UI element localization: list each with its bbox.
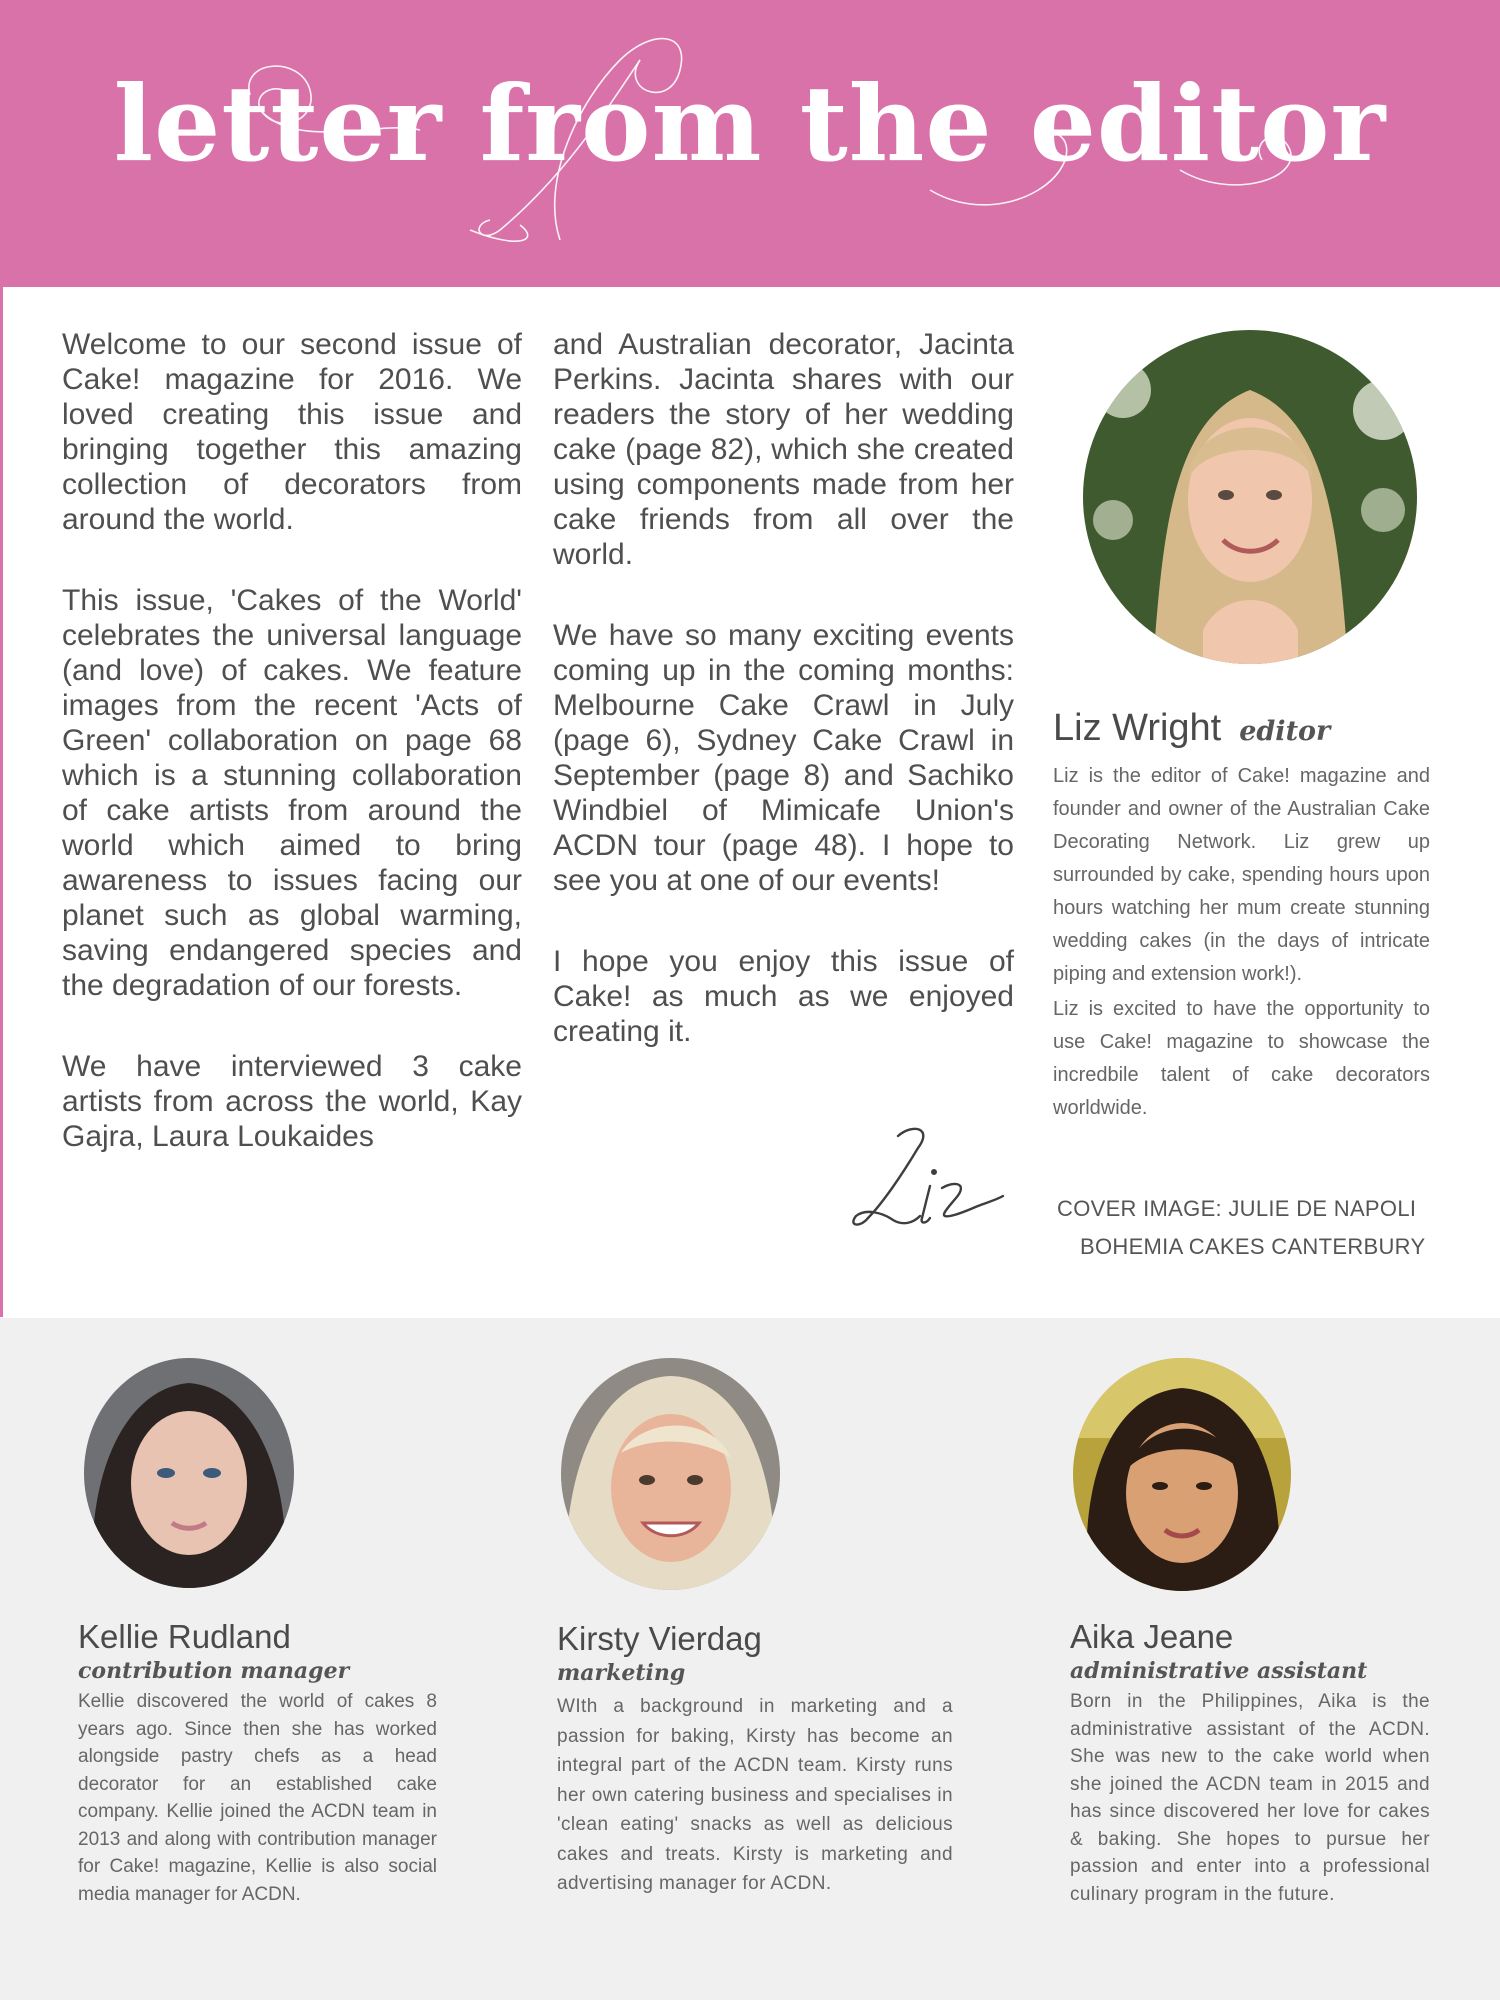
editor-signature bbox=[838, 1118, 1008, 1248]
header-banner bbox=[0, 0, 1500, 287]
cover-credit-line: BOHEMIA CAKES CANTERBURY bbox=[1080, 1234, 1426, 1259]
editor-role: editor bbox=[1239, 716, 1331, 747]
editor-bio-paragraph: Liz is the editor of Cake! magazine and founder and owner of the Australian Cake Decorating Network. Liz grew up surrounded by cake, spending hours upon hours watching her mum create stunning wedding cakes (in the days of intricate piping and extension work!). bbox=[1053, 765, 1430, 985]
member-name: Kellie Rudland bbox=[78, 1618, 291, 1655]
member-role: marketing bbox=[557, 1660, 686, 1686]
member-name: Kirsty Vierdag bbox=[557, 1620, 762, 1657]
member-bio: WIth a background in marketing and a passion for baking, Kirsty has become an integral part of the ACDN team. Kirsty runs her own catering business and specialises in 'clean eating' snacks as well as delicious cakes and treats. Kirsty is marketing and advertising manager for ACDN. bbox=[557, 1696, 953, 1894]
editor-photo bbox=[1083, 330, 1417, 664]
left-accent-rule bbox=[0, 287, 3, 1317]
letter-paragraph: We have so many exciting events coming up in the coming months: Melbourne Cake Crawl in July (page 6), Sydney Cake Crawl in September (page 8) and Sachiko Windbiel of Mimicafe Union's ACDN tour (page 48). I hope to see you at one of our events! bbox=[553, 619, 1014, 897]
letter-column-1 bbox=[62, 327, 522, 1200]
team-section bbox=[0, 1318, 1500, 2000]
member-bio: Born in the Philippines, Aika is the administrative assistant of the ACDN. She was new to the cake world when she joined the ACDN team in 2015 and has since discovered her love for cakes & baking. She hopes to pursue her passion and enter into a professional culinary program in the future. bbox=[1070, 1691, 1430, 1905]
member-role: administrative assistant bbox=[1070, 1658, 1368, 1684]
kirsty-photo bbox=[561, 1358, 780, 1590]
kellie-photo bbox=[84, 1358, 294, 1588]
editor-bio bbox=[1053, 760, 1430, 1127]
team-member-kirsty bbox=[500, 1318, 1000, 2000]
team-member-aika bbox=[1000, 1318, 1500, 2000]
cover-credit-line: COVER IMAGE: JULIE DE NAPOLI bbox=[1057, 1196, 1417, 1221]
member-name: Aika Jeane bbox=[1070, 1618, 1234, 1655]
letter-paragraph: This issue, 'Cakes of the World' celebrates the universal language (and love) of cakes. We feature images from the recent 'Acts of Green' collaboration on page 68 which is a stunning collaboration of cake artists from around the world which aimed to bring awareness to issues facing our planet such as global warming, saving endangered species and the degradation of our forests. bbox=[62, 584, 522, 1002]
letter-paragraph: Welcome to our second issue of Cake! magazine for 2016. We loved creating this issue and bringing together this amazing collection of decorators from around the world. bbox=[62, 328, 522, 536]
letter-paragraph: and Australian decorator, Jacinta Perkins. Jacinta shares with our readers the story of her wedding cake (page 82), which she created using components made from her cake friends from all over the world. bbox=[553, 328, 1014, 571]
editor-bio-paragraph: Liz is excited to have the opportunity to use Cake! magazine to showcase the incredbile talent of cake decorators worldwide. bbox=[1053, 998, 1430, 1119]
page-title: letter from the editor bbox=[113, 62, 1387, 185]
member-role: contribution manager bbox=[78, 1658, 350, 1684]
letter-column-2 bbox=[553, 327, 1014, 1095]
team-member-kellie bbox=[0, 1318, 500, 2000]
letter-paragraph: I hope you enjoy this issue of Cake! as much as we enjoyed creating it. bbox=[553, 945, 1014, 1048]
aika-photo bbox=[1073, 1358, 1291, 1591]
editor-name-text: Liz Wright bbox=[1053, 707, 1222, 749]
editor-name bbox=[1053, 707, 1330, 750]
letter-paragraph: We have interviewed 3 cake artists from across the world, Kay Gajra, Laura Loukaides bbox=[62, 1050, 522, 1153]
cover-image-credit bbox=[1057, 1190, 1447, 1266]
member-bio: Kellie discovered the world of cakes 8 years ago. Since then she has worked alongside pastry chefs as a head decorator for an established cake company. Kellie joined the ACDN team in 2013 and along with contribution manager for Cake! magazine, Kellie is also social media manager for ACDN. bbox=[78, 1691, 437, 1905]
